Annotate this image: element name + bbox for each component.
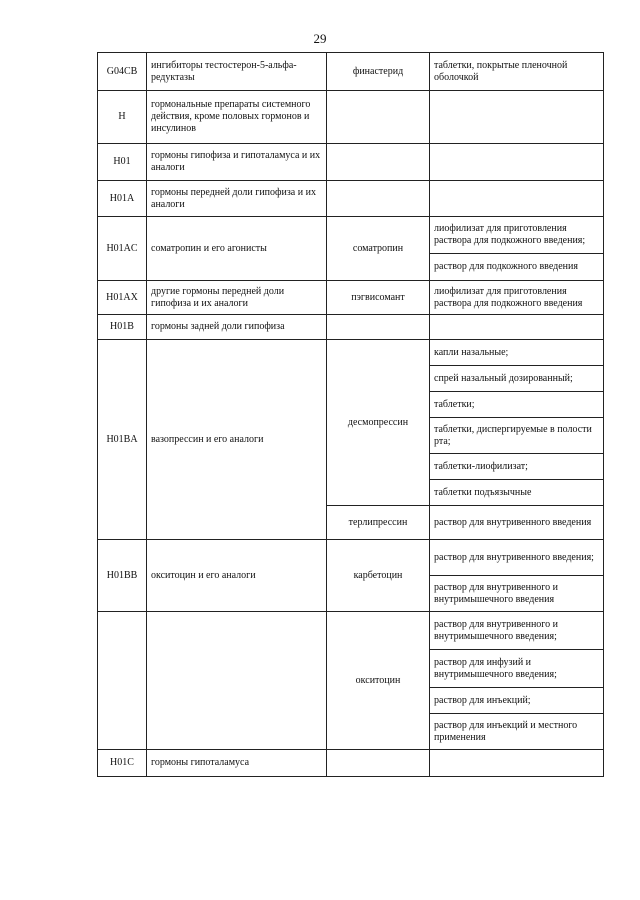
table-row <box>98 612 604 650</box>
atc-code: H <box>98 91 147 144</box>
atc-code: H01C <box>98 750 147 777</box>
page-number: 29 <box>313 31 327 46</box>
dosage-form <box>430 750 604 777</box>
dosage-form: таблетки, покрытые пленочной оболочкой <box>430 53 604 91</box>
group-name: ингибиторы тестостерон-5-альфа-редуктазы <box>147 53 327 91</box>
dosage-form: раствор для внутривенного и внутримышечного введения <box>430 576 604 612</box>
group-name: гормоны передней доли гипофиза и их аналоги <box>147 181 327 217</box>
atc-code: H01BA <box>98 340 147 540</box>
drug-name: пэгвисомант <box>327 281 430 315</box>
drug-name: финастерид <box>327 53 430 91</box>
table-row <box>98 144 604 181</box>
dosage-form: таблетки-лиофилизат; <box>430 454 604 480</box>
atc-code: G04CB <box>98 53 147 91</box>
dosage-form: раствор для подкожного введения <box>430 254 604 281</box>
group-name: гормональные препараты системного действия, кроме половых гормонов и инсулинов <box>147 91 327 144</box>
dosage-form <box>430 91 604 144</box>
atc-code: H01AC <box>98 217 147 281</box>
table-row <box>98 540 604 576</box>
group-name: соматропин и его агонисты <box>147 217 327 281</box>
group-name: гормоны гипоталамуса <box>147 750 327 777</box>
group-name: гормоны гипофиза и гипоталамуса и их аналоги <box>147 144 327 181</box>
table-row <box>98 315 604 340</box>
dosage-form: таблетки, диспергируемые в полости рта; <box>430 418 604 454</box>
dosage-form: раствор для инъекций и местного применения <box>430 714 604 750</box>
drug-name <box>327 315 430 340</box>
dosage-form: капли назальные; <box>430 340 604 366</box>
dosage-form: раствор для инфузий и внутримышечного введения; <box>430 650 604 688</box>
atc-code: H01AX <box>98 281 147 315</box>
group-name: окситоцин и его аналоги <box>147 540 327 612</box>
dosage-form: лиофилизат для приготовления раствора для подкожного введения <box>430 281 604 315</box>
dosage-form: таблетки; <box>430 392 604 418</box>
dosage-form: раствор для инъекций; <box>430 688 604 714</box>
drug-name: карбетоцин <box>327 540 430 612</box>
group-name: другие гормоны передней доли гипофиза и их аналоги <box>147 281 327 315</box>
dosage-form: раствор для внутривенного введения <box>430 506 604 540</box>
drug-name: соматропин <box>327 217 430 281</box>
table-row <box>98 340 604 366</box>
table-row <box>98 91 604 144</box>
drug-name <box>327 181 430 217</box>
dosage-form: таблетки подъязычные <box>430 480 604 506</box>
dosage-form: лиофилизат для приготовления раствора для подкожного введения; <box>430 217 604 254</box>
atc-code: H01 <box>98 144 147 181</box>
dosage-form: раствор для внутривенного и внутримышечного введения; <box>430 612 604 650</box>
atc-drug-table <box>97 52 604 777</box>
drug-name <box>327 144 430 181</box>
table-row <box>98 750 604 777</box>
group-name: гормоны задней доли гипофиза <box>147 315 327 340</box>
drug-name: терлипрессин <box>327 506 430 540</box>
atc-code-empty <box>98 612 147 750</box>
drug-name <box>327 91 430 144</box>
group-name: вазопрессин и его аналоги <box>147 340 327 540</box>
drug-name: десмопрессин <box>327 340 430 506</box>
dosage-form: раствор для внутривенного введения; <box>430 540 604 576</box>
atc-code: H01A <box>98 181 147 217</box>
dosage-form <box>430 315 604 340</box>
dosage-form: спрей назальный дозированный; <box>430 366 604 392</box>
table-row <box>98 217 604 254</box>
table-row <box>98 181 604 217</box>
group-name-empty <box>147 612 327 750</box>
table-row <box>98 53 604 91</box>
dosage-form <box>430 181 604 217</box>
atc-code: H01B <box>98 315 147 340</box>
drug-name <box>327 750 430 777</box>
atc-code: H01BB <box>98 540 147 612</box>
drug-name: окситоцин <box>327 612 430 750</box>
dosage-form <box>430 144 604 181</box>
table-row <box>98 281 604 315</box>
